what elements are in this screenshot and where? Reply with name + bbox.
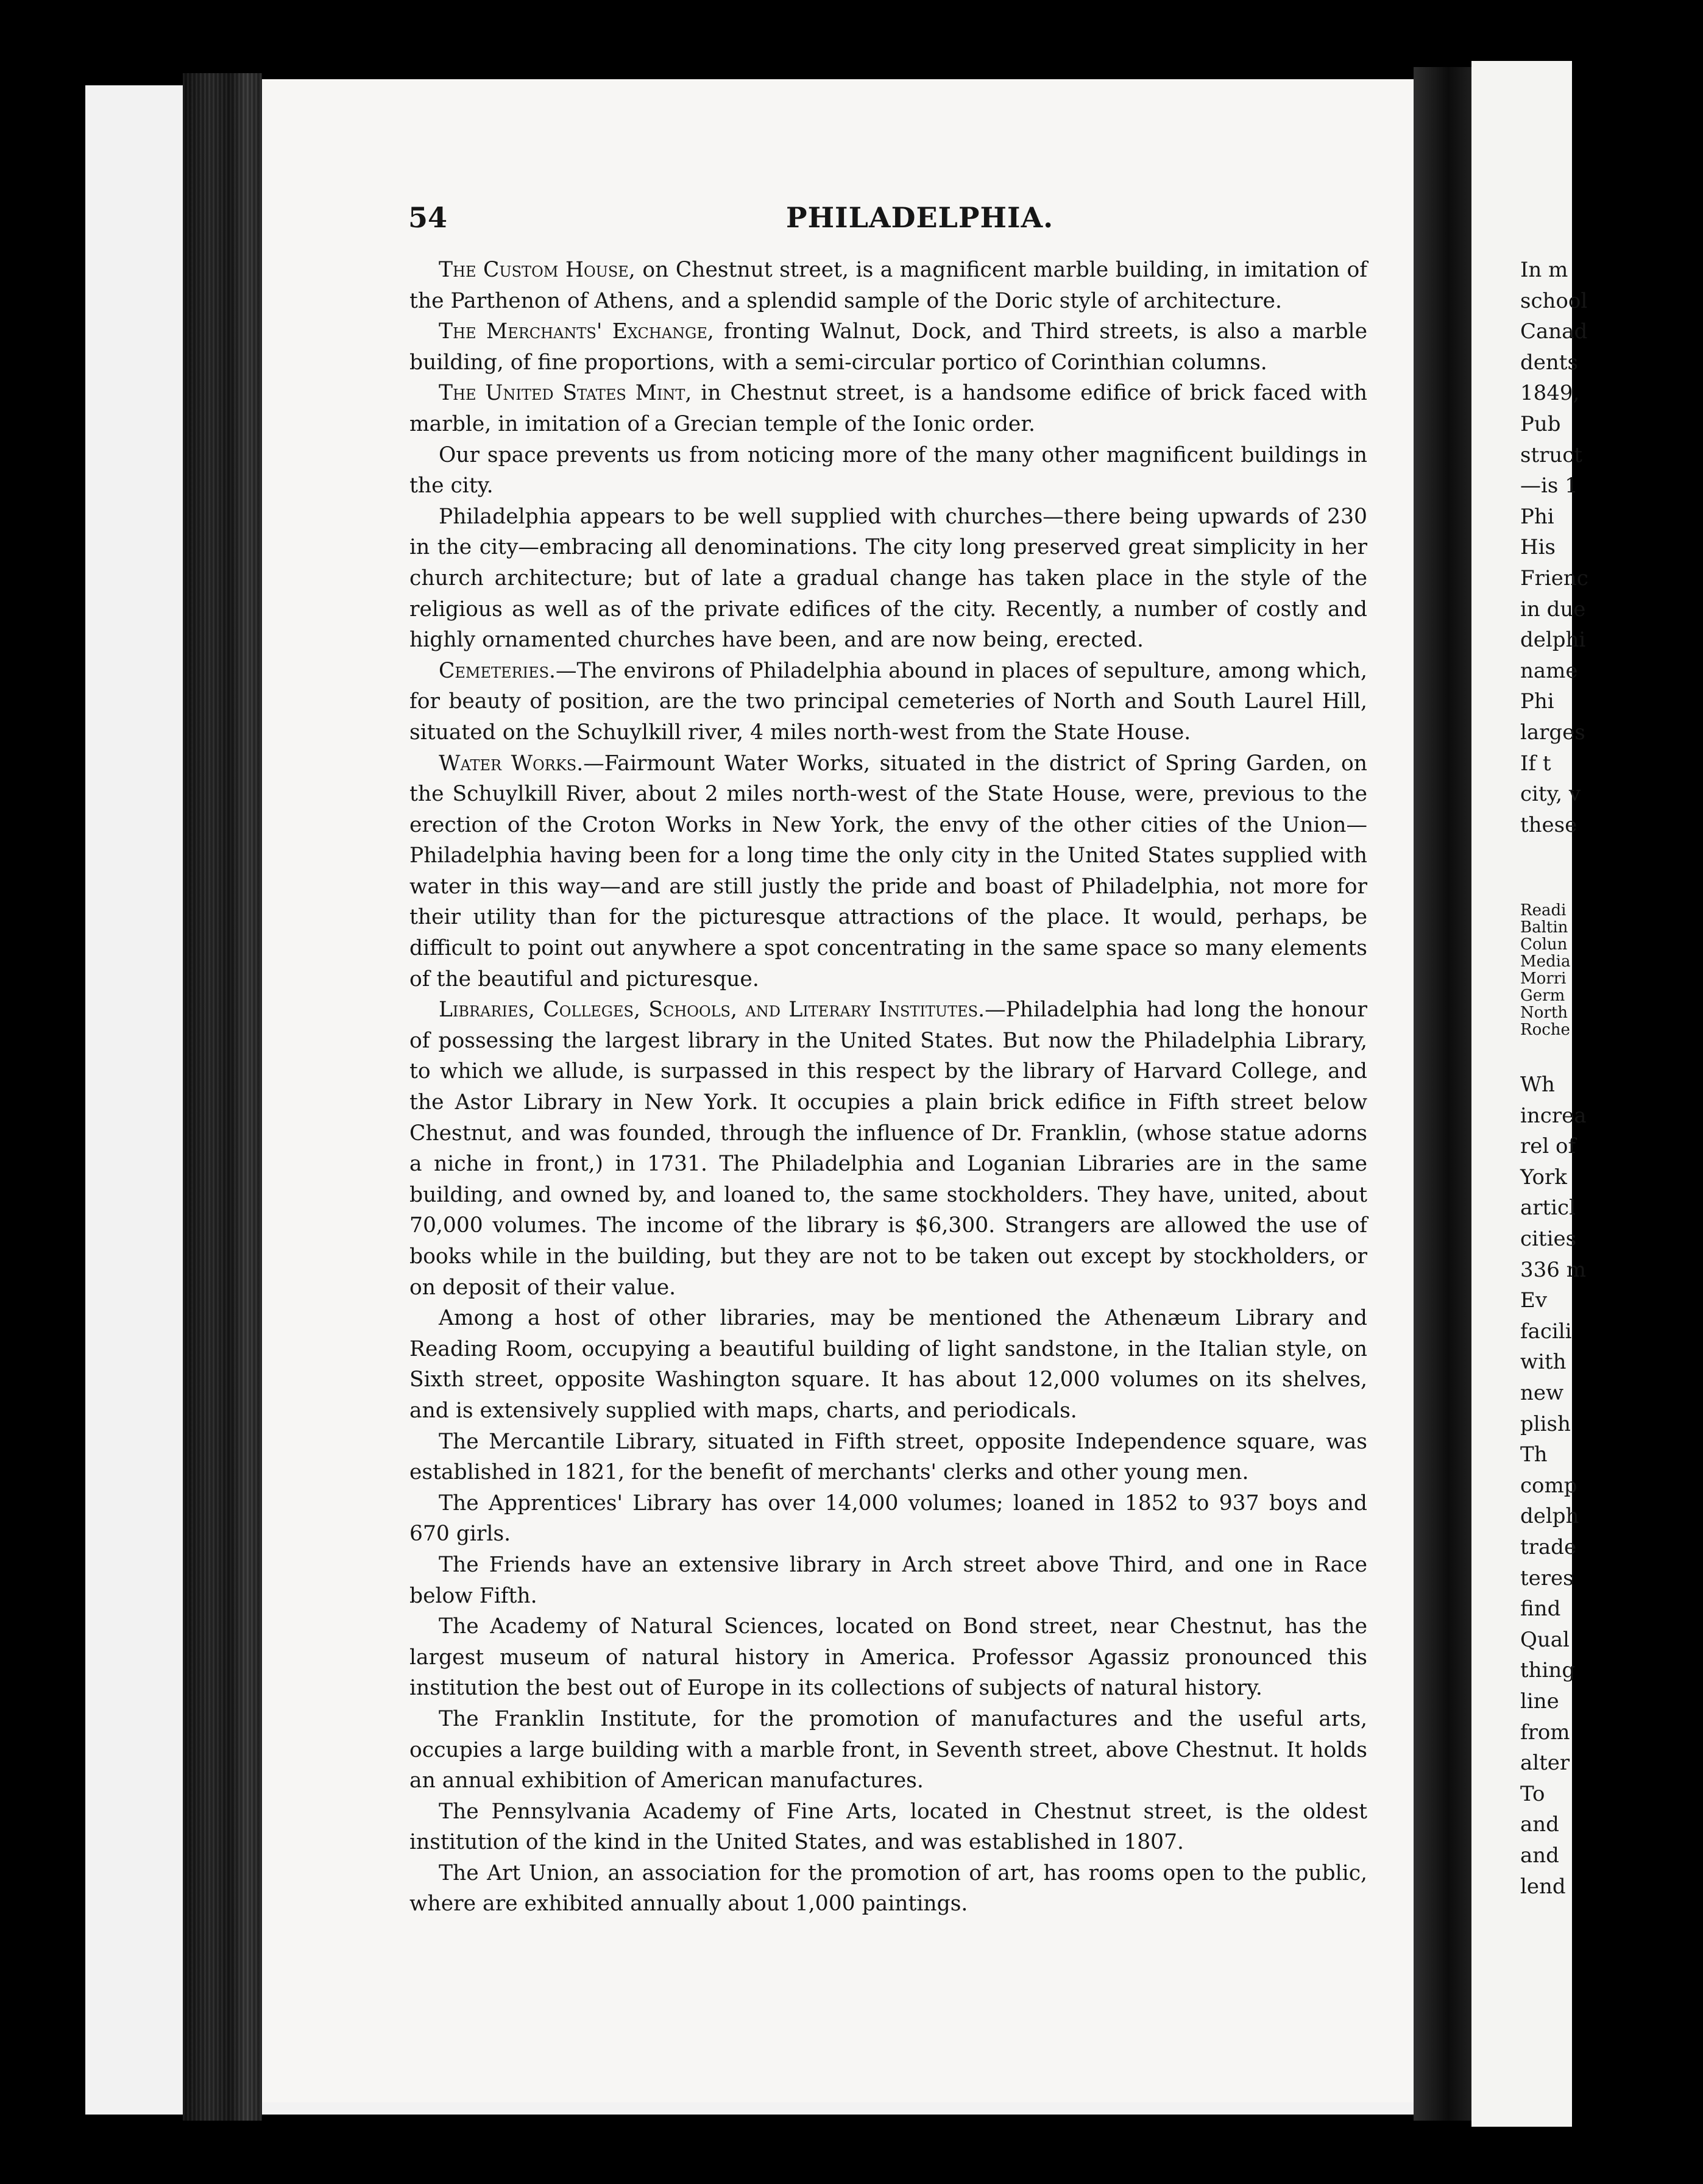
facing-page-line: cities [1520,1227,1577,1252]
facing-page-line: His [1520,535,1556,560]
facing-page-line: Canad [1520,319,1588,344]
facing-page-line: with [1520,1350,1567,1375]
facing-page-line: and [1520,1812,1559,1837]
facing-page-line: thing [1520,1658,1576,1683]
facing-page-line: 336 m [1520,1257,1586,1282]
facing-page-line: city, v [1520,782,1581,807]
paragraph-text: The Friends have an extensive library in Arch street above Third, and one in Race below Fifth. [409,1552,1367,1608]
facing-page-line: Baltin [1520,918,1568,937]
facing-page-line: and [1520,1843,1559,1868]
paragraph-text: Among a host of other libraries, may be mentioned the Athenæum Library and Reading Room, occupying a beautiful building of light sandstone, in the Italian style, on Sixth street, opposite Washington square. It has about 12,000 volumes on its shelves, and is extensively supplied with maps, charts, and periodicals. [409,1306,1367,1423]
facing-page-line: Phi [1520,689,1554,714]
paragraph [409,1858,1367,1920]
paragraph-text: —The environs of Philadelphia abound in places of sepulture, among which, for beauty of position, are the two principal cemeteries of North and South Laurel Hill, situated on the Schuylkill river, 4 miles north-west from the State House. [409,658,1367,745]
paragraph-text: in Chestnut street, is a handsome edifice of brick faced with marble, in imitation of a Grecian temple of the Ionic order. [409,381,1367,436]
facing-page-line [1520,871,1703,902]
paragraph-lead: The United States Mint, [439,381,692,406]
facing-page-line [1520,840,1703,871]
facing-page-line: Colun [1520,935,1568,954]
facing-page-line: Frienc [1520,566,1588,590]
facing-page-line: Pub [1520,411,1561,436]
paragraph [409,378,1367,439]
page-gutter [1414,67,1471,2121]
paragraph-text: The Mercantile Library, situated in Fifth street, opposite Independence square, was established in 1821, for the benefit of merchants' clerks and other young men. [409,1429,1367,1485]
facing-page-line: Wh [1520,1072,1555,1097]
paragraph [409,1796,1367,1858]
paragraph [409,1550,1367,1611]
facing-page-line: Readi [1520,901,1567,920]
facing-page-line: In m [1520,258,1568,282]
paragraph [409,656,1367,748]
facing-page-line: 1849, [1520,381,1580,406]
facing-page-line [1520,1038,1703,1069]
facing-page-line: Ev [1520,1288,1548,1313]
paragraph [409,1303,1367,1426]
facing-page-line: To [1520,1781,1545,1806]
facing-page-line: school [1520,288,1588,313]
paragraph-text: The Franklin Institute, for the promotion of manufactures and the useful arts, occupies a large building with a marble front, in Seventh street, above Chestnut. It holds an annual exhibition of American manufactures. [409,1706,1367,1793]
paragraph [409,440,1367,502]
facing-page-line: delphi [1520,628,1586,653]
paragraph-text: —Fairmount Water Works, situated in the district of Spring Garden, on the Schuylkill River, about 2 miles north-west of the State House, were, previous to the erection of the Croton Works in New York, the envy of the other cities of the Union—Philadelphia having been for a long time the only city in the United States supplied with water in this way—and are still justly the pride and boast of Philadelphia, not more for their utility than for the picturesque attractions of the place. It would, perhaps, be difficult to point out anywhere a spot concentrating in the same space so many elements of the beautiful and picturesque. [409,751,1367,991]
paragraph-text: The Art Union, an association for the promotion of art, has rooms open to the public, where are exhibited annually about 1,000 paintings. [409,1860,1367,1916]
paragraph-text: —Philadelphia had long the honour of possessing the largest library in the United States. But now the Philadelphia Library, to which we allude, is surpassed in this respect by the library of Harvard College, and the Astor Library in New York. It occupies a plain brick edifice in Fifth street below Chestnut, and was founded, through the influence of Dr. Franklin, (whose statue adorns a niche in front,) in 1731. The Philadelphia and Loganian Libraries are in the same building, and owned by, and loaned to, the same stockholders. They have, united, about 70,000 volumes. The income of the library is $6,300. Strangers are allowed the use of books while in the building, but they are not to be taken out except by stockholders, or on deposit of their value. [409,998,1367,1300]
facing-page [1471,61,1588,2127]
facing-page-line: —is 1 [1520,473,1578,498]
book-binding-edge [183,73,262,2121]
facing-page-line: lend [1520,1874,1566,1899]
paragraph-text: The Apprentices' Library has over 14,000 volumes; loaned in 1852 to 937 boys and 670 girls. [409,1491,1367,1547]
facing-page-line: from [1520,1720,1570,1745]
paragraph [409,1704,1367,1796]
facing-page-line: find [1520,1597,1561,1622]
paragraph-text: Our space prevents us from noticing more of the many other magnificent buildings in the city. [409,442,1367,498]
facing-page-line: delph [1520,1504,1579,1529]
facing-page-line: Phi [1520,504,1554,529]
paragraph-text: The Academy of Natural Sciences, located on Bond street, near Chestnut, has the largest museum of natural history in America. Professor Agassiz pronounced this institution the best out of Europe in its collections of subjects of natural history. [409,1614,1367,1701]
paragraph-lead: Water Works. [439,751,584,776]
facing-page-line: in due [1520,597,1586,622]
body-text [409,255,1367,1920]
paragraph [409,1488,1367,1550]
facing-page-line: Qual [1520,1627,1570,1652]
binding-texture [183,73,262,2121]
facing-page-line: plish [1520,1411,1571,1436]
facing-page-line: alter [1520,1751,1570,1776]
paragraph-lead: Libraries, Colleges, Schools, and Literary Institutes. [439,998,985,1023]
facing-page-line: York [1520,1165,1567,1190]
paragraph [409,1611,1367,1704]
facing-page-text [1520,255,1703,1902]
paragraph-text: The Pennsylvania Academy of Fine Arts, located in Chestnut street, is the oldest institution of the kind in the United States, and was established in 1807. [409,1799,1367,1855]
paragraph [409,1427,1367,1488]
facing-page-line: new [1520,1381,1564,1405]
paragraph [409,994,1367,1303]
facing-page-line: Media [1520,952,1571,971]
paragraph-text: fronting Walnut, Dock, and Third streets, is also a marble building, of fine proportions, with a semi-circular portico of Corinthian columns. [409,319,1368,375]
facing-page-line: trade [1520,1534,1577,1559]
facing-page-line: larges [1520,720,1585,745]
paragraph [409,502,1367,656]
facing-page-line: North [1520,1004,1568,1023]
facing-page-line: name [1520,658,1578,683]
facing-page-line: rel of [1520,1134,1576,1159]
facing-page-line: Morri [1520,970,1567,988]
running-title: PHILADELPHIA. [786,201,1054,234]
page-number: 54 [408,201,448,234]
paragraph-lead: The Merchants' Exchange, [439,319,714,344]
facing-page-line: line [1520,1689,1559,1714]
paragraph-text: Philadelphia appears to be well supplied with churches—there being upwards of 230 in the city—embracing all denominations. The city long preserved great simplicity in her church architecture; but of late a gradual change has taken place in the style of the religious as well as of the private edifices of the city. Recently, a number of costly and highly ornamented churches have been, and are now being, erected. [409,504,1367,653]
facing-page-line: If t [1520,751,1551,776]
facing-page-line: teres [1520,1565,1574,1590]
paragraph [409,748,1367,995]
paragraph-lead: The Custom House, [439,258,636,282]
facing-page-line: struct [1520,442,1582,467]
facing-page-line: these [1520,812,1577,837]
facing-page-line: Th [1520,1442,1548,1467]
facing-page-line: Roche [1520,1021,1570,1040]
facing-page-line: comp [1520,1473,1577,1498]
paragraph-lead: Cemeteries. [439,658,556,683]
paragraph-text: on Chestnut street, is a magnificent marble building, in imitation of the Parthenon of Athens, and a splendid sample of the Doric style of architecture. [409,258,1368,313]
paragraph [409,316,1367,378]
facing-page-line: articl [1520,1196,1576,1221]
facing-page-line: Germ [1520,987,1565,1005]
facing-page-line: increa [1520,1103,1587,1128]
facing-page-line: dents [1520,350,1578,375]
paragraph [409,255,1367,316]
facing-page-line: facili [1520,1319,1572,1344]
